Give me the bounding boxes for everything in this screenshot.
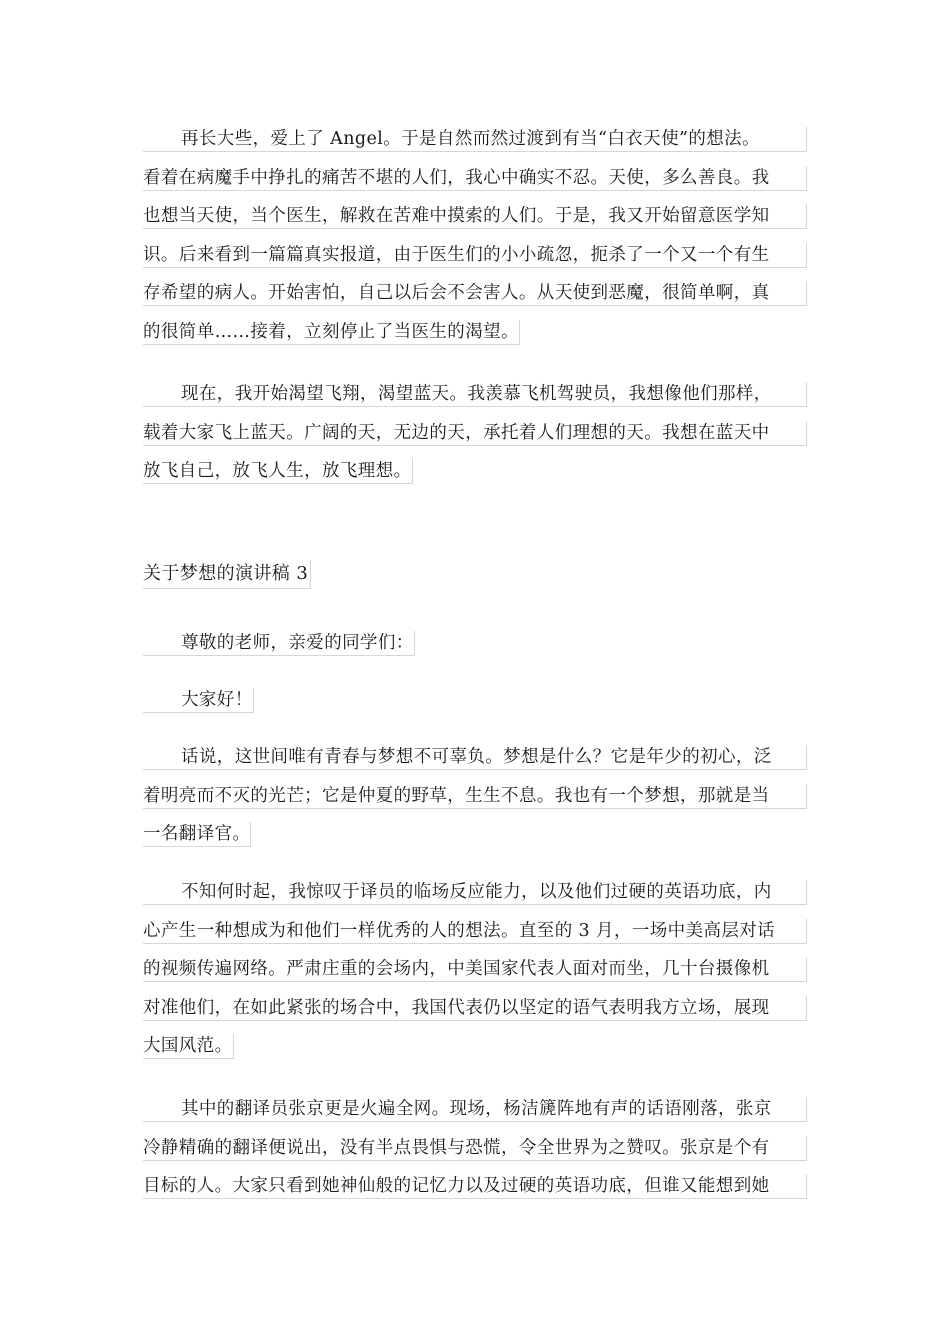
text-line: 载着大家飞上蓝天。广阔的天，无边的天，承托着人们理想的天。我想在蓝天中 (143, 421, 807, 446)
text-line: 放飞自己，放飞人生，放飞理想。 (143, 459, 413, 484)
text-line: 其中的翻译员张京更是火遍全网。现场，杨洁篪阵地有声的话语刚落，张京 (143, 1097, 807, 1122)
text-line: 心产生一种想成为和他们一样优秀的人的想法。直至的 3 月，一场中美高层对话 (143, 919, 807, 944)
text-line: 的很简单……接着，立刻停止了当医生的渴望。 (143, 320, 520, 345)
text-line: 大国风范。 (143, 1034, 234, 1059)
paragraph-2 (143, 382, 807, 502)
text-line: 着明亮而不灭的光芒；它是仲夏的野草，生生不息。我也有一个梦想，那就是当 (143, 784, 807, 809)
section-heading: 关于梦想的演讲稿 3 (143, 560, 311, 589)
text-line: 冷静精确的翻译便说出，没有半点畏惧与恐慌，令全世界为之赞叹。张京是个有 (143, 1136, 807, 1161)
text-line: 看着在病魔手中挣扎的痛苦不堪的人们，我心中确实不忍。天使，多么善良。我 (143, 166, 807, 191)
text-line: 不知何时起，我惊叹于译员的临场反应能力，以及他们过硬的英语功底，内 (143, 880, 807, 905)
paragraph-4 (143, 880, 807, 1077)
paragraph-3 (143, 745, 807, 865)
text-line: 现在，我开始渴望飞翔，渴望蓝天。我羡慕飞机驾驶员，我想像他们那样， (143, 382, 807, 407)
paragraph-greeting (143, 688, 807, 731)
text-line: 的视频传遍网络。严肃庄重的会场内，中美国家代表人面对而坐，几十台摄像机 (143, 957, 807, 982)
text-line: 话说，这世间唯有青春与梦想不可辜负。梦想是什么？它是年少的初心，泛 (143, 745, 807, 770)
paragraph-1 (143, 127, 807, 362)
text-line: 目标的人。大家只看到她神仙般的记忆力以及过硬的英语功底，但谁又能想到她 (143, 1174, 807, 1199)
text-line: 对准他们，在如此紧张的场合中，我国代表仍以坚定的语气表明我方立场，展现 (143, 996, 807, 1021)
text-line: 再长大些，爱上了 Angel。于是自然而然过渡到有当“白衣天使”的想法。 (143, 127, 807, 152)
paragraph-salutation (143, 631, 807, 674)
text-line: 也想当天使，当个医生，解救在苦难中摸索的人们。于是，我又开始留意医学知 (143, 204, 807, 229)
paragraph-5 (143, 1097, 807, 1213)
text-line: 识。后来看到一篇篇真实报道，由于医生们的小小疏忽，扼杀了一个又一个有生 (143, 243, 807, 268)
text-line: 尊敬的老师，亲爱的同学们： (143, 631, 415, 656)
text-line: 存希望的病人。开始害怕，自己以后会不会害人。从天使到恶魔，很简单啊，真 (143, 281, 807, 306)
text-line: 一名翻译官。 (143, 822, 251, 847)
text-line: 大家好！ (143, 688, 254, 713)
